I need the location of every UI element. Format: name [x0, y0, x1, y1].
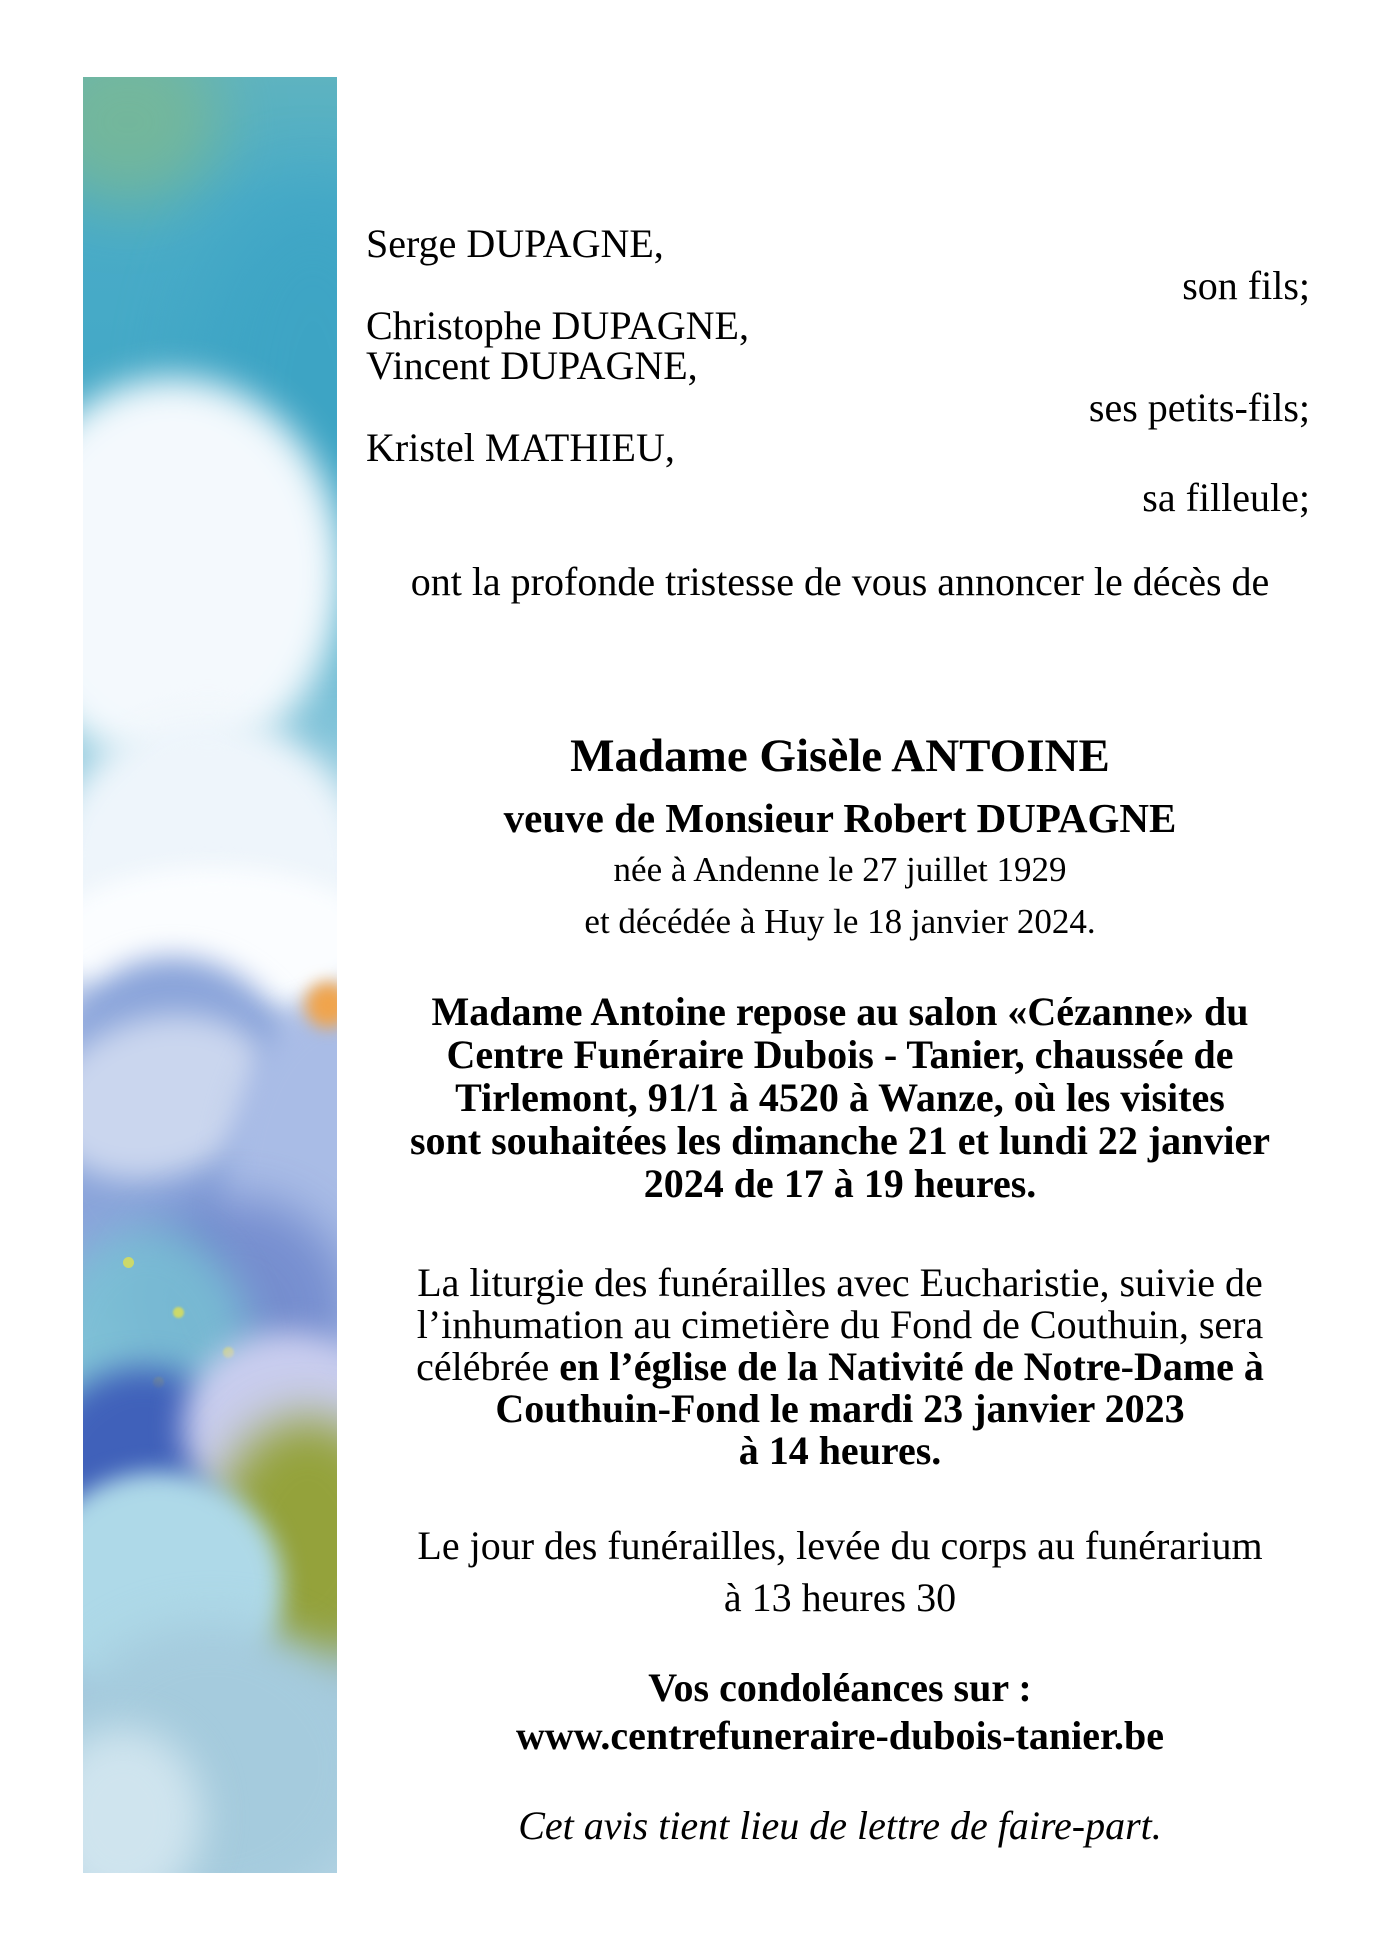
- visitation-line: Madame Antoine repose au salon «Cézanne» du: [431, 989, 1249, 1034]
- flower-photo: [83, 77, 337, 1873]
- announcement-line: ont la profonde tristesse de vous annoncer le décès de: [410, 559, 1270, 604]
- grandson1-name: Christophe DUPAGNE,: [366, 303, 749, 348]
- visitation-paragraph: [340, 990, 1340, 1205]
- deceased-birth: née à Andenne le 27 juillet 1929: [613, 850, 1067, 889]
- deceased-death: et décédée à Huy le 18 janvier 2024.: [584, 902, 1096, 941]
- funeral-paragraph: [340, 1262, 1340, 1472]
- photo-green-tint: [83, 77, 223, 207]
- son-name: Serge DUPAGNE,: [366, 221, 664, 266]
- funeral-line: [340, 1346, 1340, 1388]
- procession-line2: à 13 heures 30: [723, 1575, 957, 1620]
- closing-line: Cet avis tient lieu de lettre de faire-part.: [518, 1803, 1162, 1848]
- visitation-line: 2024 de 17 à 19 heures.: [643, 1161, 1037, 1206]
- funeral-line: l’inhumation au cimetière du Fond de Couthuin, sera: [416, 1302, 1264, 1347]
- condolences-label: Vos condoléances sur :: [648, 1665, 1032, 1710]
- photo-stamen-dots: [123, 1257, 134, 1268]
- goddaughter-name: Kristel MATHIEU,: [366, 425, 675, 470]
- deceased-name: Madame Gisèle ANTOINE: [570, 730, 1110, 782]
- funeral-line: La liturgie des funérailles avec Eucharistie, suivie de: [417, 1260, 1263, 1305]
- funeral-line3-regular: célébrée: [416, 1344, 560, 1389]
- procession-line1: Le jour des funérailles, levée du corps au funérarium: [417, 1523, 1263, 1568]
- deceased-widow-of: veuve de Monsieur Robert DUPAGNE: [503, 795, 1177, 841]
- visitation-line: Tirlemont, 91/1 à 4520 à Wanze, où les visites: [455, 1075, 1225, 1120]
- goddaughter-relation: sa filleule;: [1142, 475, 1310, 520]
- grandson2-name: Vincent DUPAGNE,: [366, 343, 698, 388]
- funeral-line: Couthuin-Fond le mardi 23 janvier 2023: [495, 1386, 1185, 1431]
- grandsons-relation: ses petits-fils;: [1088, 385, 1310, 430]
- funeral-line: à 14 heures.: [738, 1428, 942, 1473]
- son-relation: son fils;: [1182, 263, 1310, 308]
- visitation-line: Centre Funéraire Dubois - Tanier, chaussée de: [446, 1032, 1234, 1077]
- condolences-website: www.centrefuneraire-dubois-tanier.be: [515, 1713, 1165, 1758]
- funeral-line3-bold: en l’église de la Nativité de Notre-Dame à: [559, 1344, 1264, 1389]
- visitation-line: sont souhaitées les dimanche 21 et lundi 22 janvier: [409, 1118, 1271, 1163]
